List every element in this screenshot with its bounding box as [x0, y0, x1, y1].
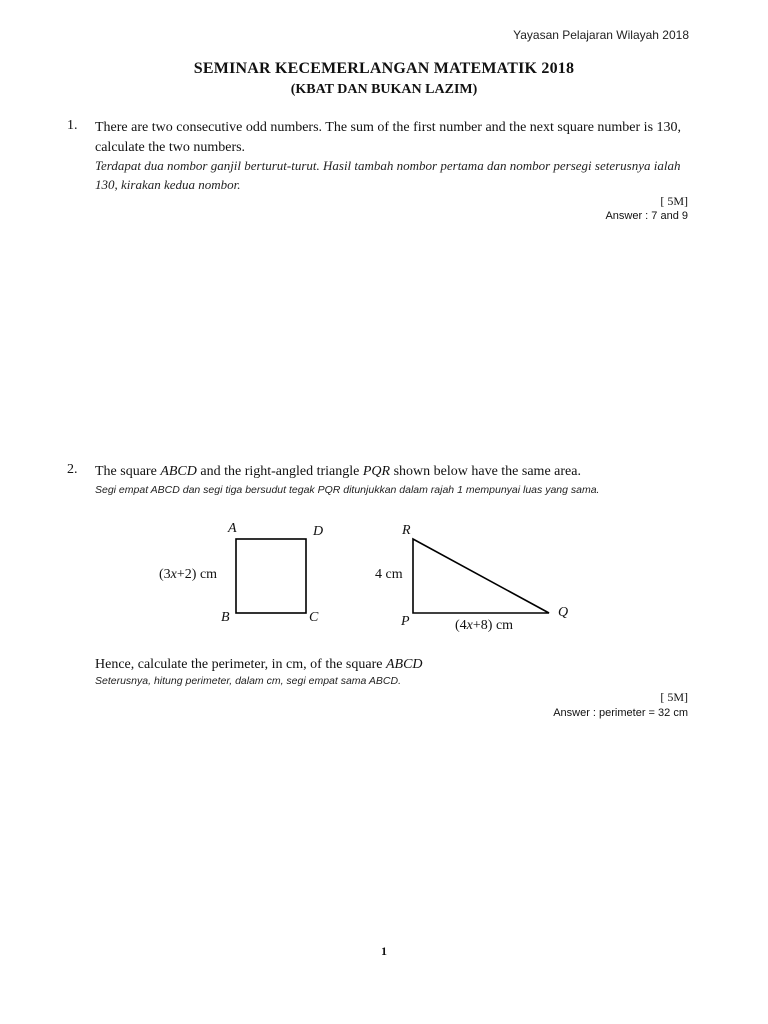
- page-subtitle: (KBAT DAN BUKAN LAZIM): [290, 82, 478, 97]
- question-2-text: [95, 462, 695, 482]
- label-triangle-base: (4x+8) cm: [455, 618, 514, 633]
- question-2-number: 2.: [67, 462, 78, 477]
- label-vertex-c: C: [309, 610, 319, 625]
- question-2-text-a: The square: [95, 464, 161, 479]
- label-square-side: (3x+2) cm: [159, 567, 218, 582]
- question-2-triangle-name: PQR: [362, 464, 391, 479]
- page-number: 1: [381, 944, 387, 958]
- question-2-hence: [95, 655, 695, 675]
- question-1-answer: Answer : 7 and 9: [605, 210, 688, 222]
- question-1-text: There are two consecutive odd numbers. The sum of the first number and the next square number is 130, calculate the two numbers.: [95, 120, 682, 155]
- label-vertex-p: P: [401, 614, 410, 629]
- question-2-text-e: shown below have the same area.: [390, 464, 581, 479]
- question-2-hence-malay: Seterusnya, hitung perimeter, dalam cm, segi empat sama ABCD.: [95, 675, 401, 687]
- label-vertex-q: Q: [558, 605, 569, 620]
- triangle-pqr: [413, 539, 549, 613]
- label-vertex-a: A: [228, 521, 237, 536]
- square-abcd: [236, 539, 306, 613]
- question-2-text-c: and the right-angled triangle: [196, 464, 363, 479]
- label-triangle-height: 4 cm: [375, 567, 403, 582]
- label-vertex-d: D: [313, 524, 324, 539]
- question-2-hence-square: ABCD: [385, 657, 423, 672]
- label-vertex-b: B: [221, 610, 230, 625]
- question-1-marks: [ 5M]: [660, 194, 688, 208]
- label-vertex-r: R: [402, 523, 411, 538]
- question-2-hence-text: Hence, calculate the perimeter, in cm, of the square: [95, 657, 386, 672]
- page-header-org: Yayasan Pelajaran Wilayah 2018: [513, 28, 689, 42]
- question-2-marks: [ 5M]: [660, 690, 688, 704]
- page-title: SEMINAR KECEMERLANGAN MATEMATIK 2018: [193, 60, 575, 77]
- question-1-malay: Terdapat dua nombor ganjil berturut-turut. Hasil tambah nombor pertama dan nombor persegi seterusnya ialah 130, kirakan kedua nombor.: [95, 158, 681, 192]
- question-1-number: 1.: [67, 118, 78, 133]
- question-2-malay: Segi empat ABCD dan segi tiga bersudut tegak PQR ditunjukkan dalam rajah 1 mempunyai luas yang sama.: [95, 484, 600, 496]
- question-2-answer: Answer : perimeter = 32 cm: [553, 707, 688, 719]
- question-2-square-name: ABCD: [160, 464, 197, 479]
